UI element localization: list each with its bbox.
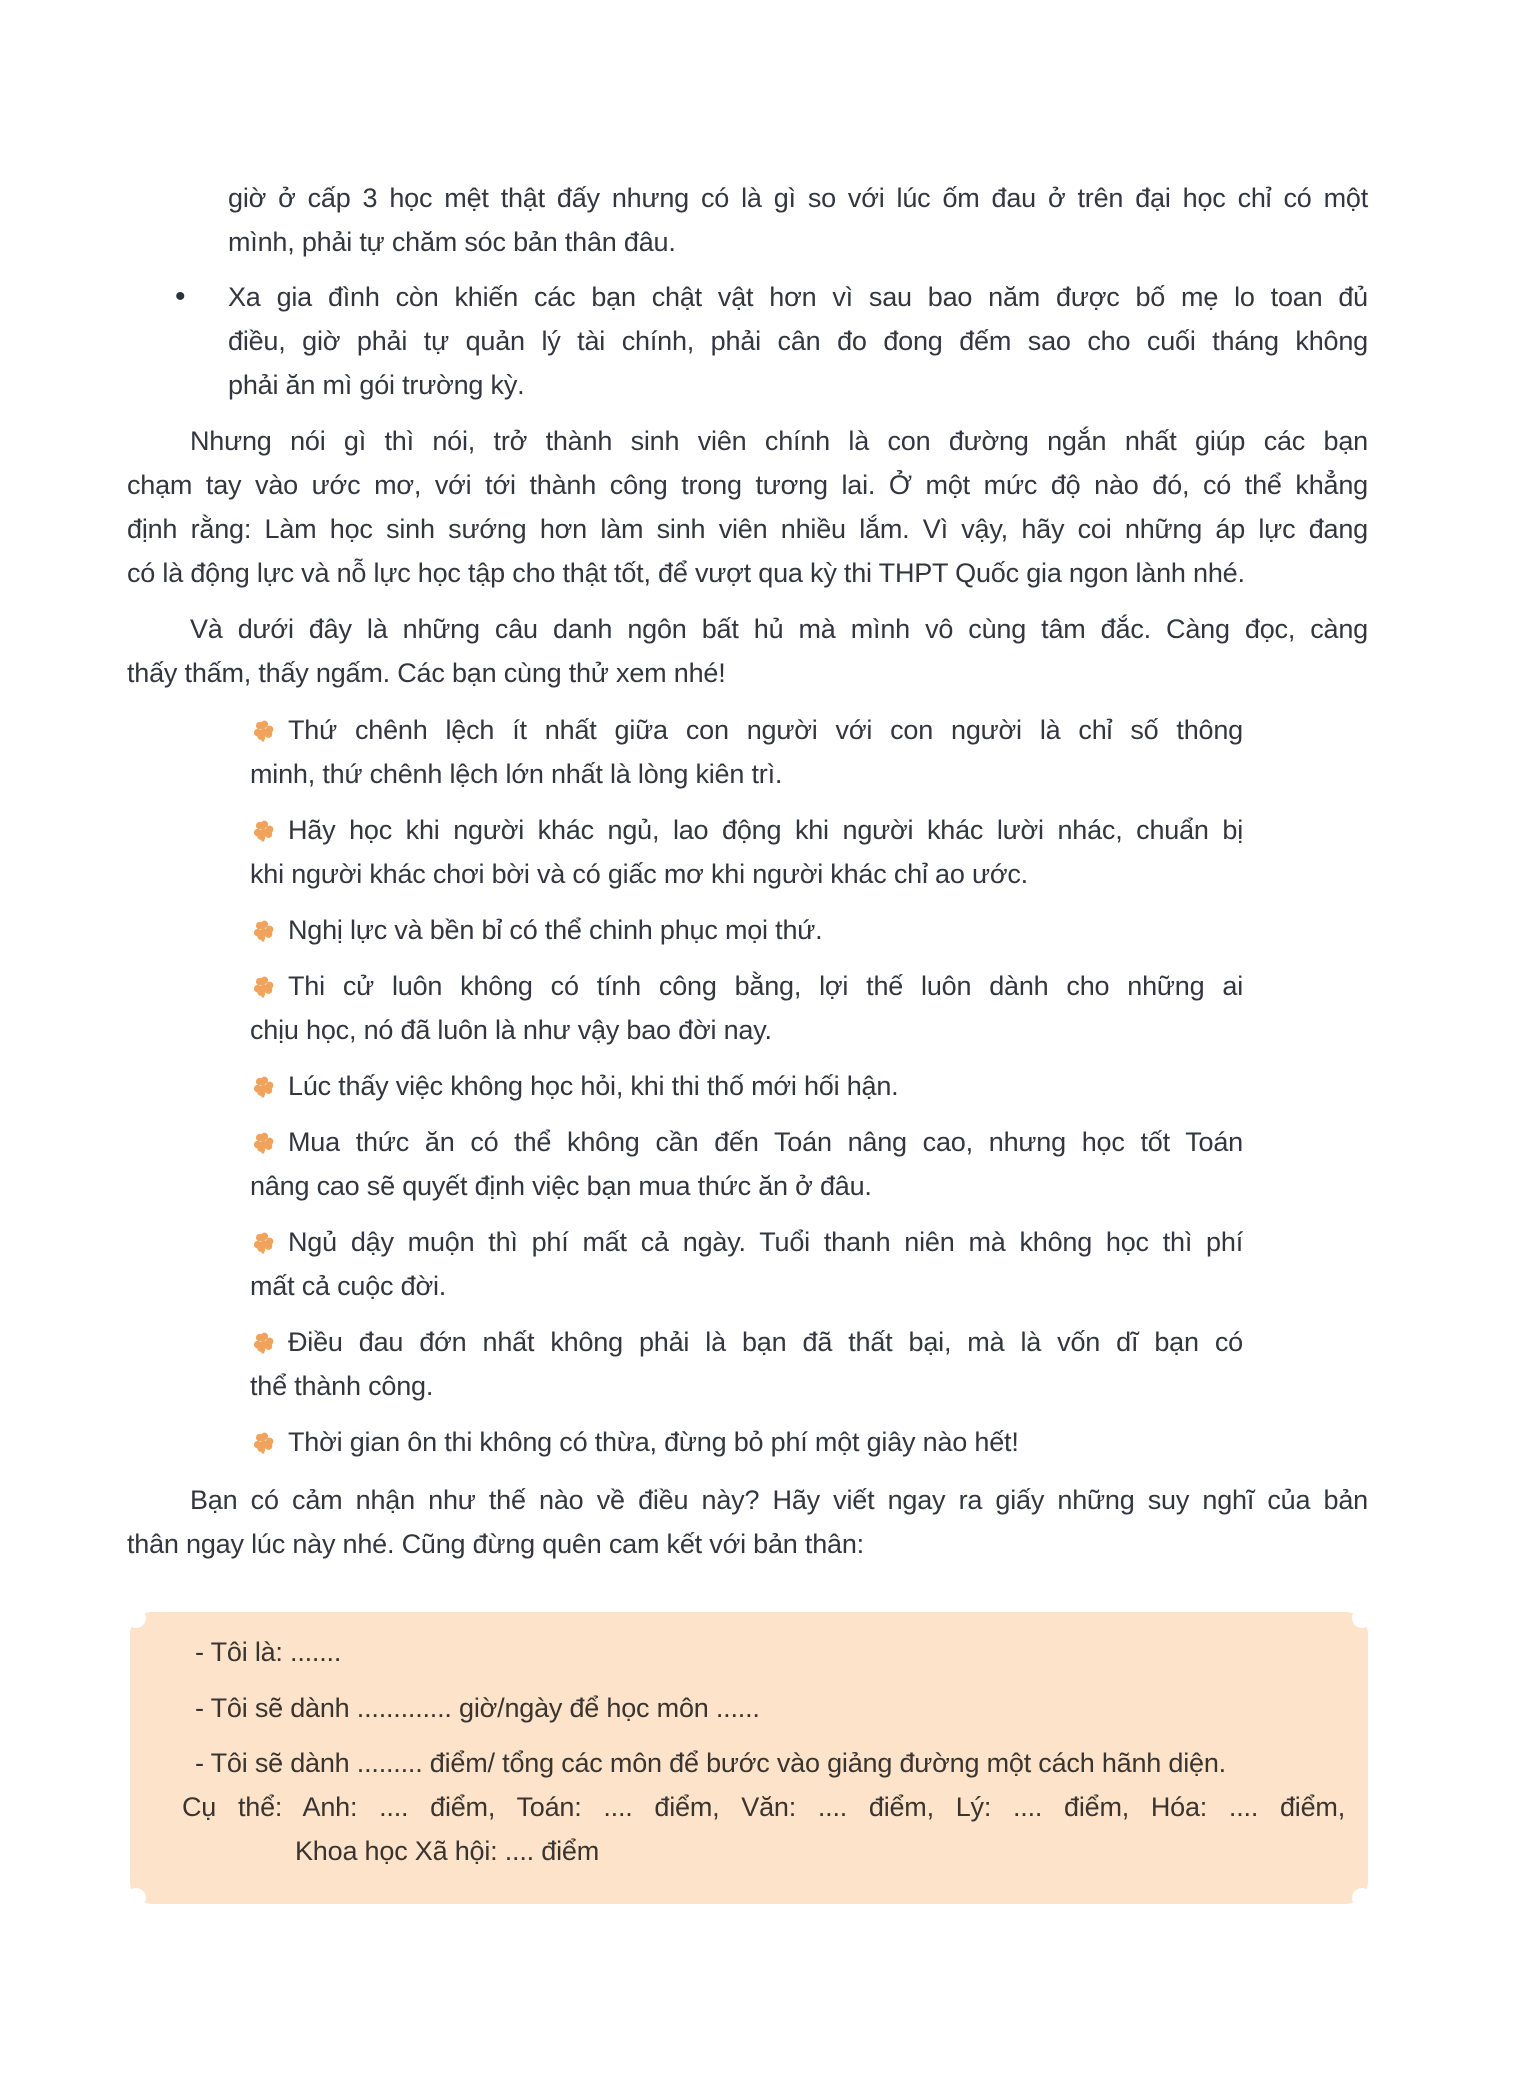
shamrock-icon: [250, 708, 277, 752]
quote-text: Mua thức ăn có thể không cần đến Toán nâng cao, nhưng học tốt Toán: [288, 1127, 1243, 1157]
box-line: - Tôi là: .......: [195, 1637, 342, 1667]
text-line: phải ăn mì gói trường kỳ.: [228, 370, 525, 400]
quote-item: [250, 1064, 1243, 1108]
shamrock-icon: [250, 1220, 277, 1264]
quote-text: Ngủ dậy muộn thì phí mất cả ngày. Tuổi thanh niên mà không học thì phí: [288, 1227, 1243, 1257]
commitment-box: [130, 1612, 1368, 1904]
quote-line: mất cả cuộc đời.: [250, 1271, 447, 1301]
quote-text: Thứ chênh lệch ít nhất giữa con người với con người là chỉ số thông: [288, 715, 1243, 745]
text-line: điều, giờ phải tự quản lý tài chính, phải cân đo đong đếm sao cho cuối tháng không: [228, 326, 1368, 356]
text-line: giờ ở cấp 3 học mệt thật đấy nhưng có là gì so với lúc ốm đau ở trên đại học chỉ có một: [228, 183, 1368, 213]
quote-item: [250, 1120, 1243, 1208]
quote-item: [250, 808, 1243, 896]
quote-text: Điều đau đớn nhất không phải là bạn đã thất bại, mà là vốn dĩ bạn có: [288, 1327, 1243, 1357]
shamrock-icon: [250, 1064, 277, 1108]
quote-item: [250, 708, 1243, 796]
quote-text: Thời gian ôn thi không có thừa, đừng bỏ phí một giây nào hết!: [288, 1427, 1019, 1457]
shamrock-icon: [250, 908, 277, 952]
quote-line: [250, 1320, 1243, 1364]
shamrock-icon: [250, 1420, 277, 1464]
paragraph: [127, 419, 1368, 595]
text-line: chạm tay vào ước mơ, với tới thành công trong tương lai. Ở một mức độ nào đó, có thể khẳng: [127, 470, 1368, 500]
paragraph: [127, 607, 1368, 695]
quote-line: [250, 1120, 1243, 1164]
bullet-item: [127, 275, 1368, 407]
text-line: định rằng: Làm học sinh sướng hơn làm sinh viên nhiều lắm. Vì vậy, hãy coi những áp lực đang: [127, 514, 1368, 544]
quote-line: nâng cao sẽ quyết định việc bạn mua thức ăn ở đâu.: [250, 1171, 872, 1201]
text-line: thân ngay lúc này nhé. Cũng đừng quên cam kết với bản thân:: [127, 1529, 864, 1559]
text-line: thấy thấm, thấy ngấm. Các bạn cùng thử xem nhé!: [127, 658, 726, 688]
quote-text: Thi cử luôn không có tính công bằng, lợi thế luôn dành cho những ai: [288, 971, 1243, 1001]
quote-line: [250, 1220, 1243, 1264]
box-line: Cụ thể: Anh: .... điểm, Toán: .... điểm, Văn: .... điểm, Lý: .... điểm, Hóa: .... điểm,: [182, 1792, 1345, 1822]
quote-item: [250, 1420, 1243, 1464]
shamrock-icon: [250, 964, 277, 1008]
box-line: - Tôi sẽ dành ......... điểm/ tổng các môn để bước vào giảng đường một cách hãnh diện.: [195, 1748, 1226, 1778]
shamrock-icon: [250, 1320, 277, 1364]
text-line: Bạn có cảm nhận như thế nào về điều này? Hãy viết ngay ra giấy những suy nghĩ của bản: [190, 1485, 1368, 1515]
quote-line: [250, 708, 1243, 752]
quote-text: Hãy học khi người khác ngủ, lao động khi người khác lười nhác, chuẩn bị: [288, 815, 1243, 845]
quote-item: [250, 908, 1243, 952]
quote-list: [250, 708, 1243, 1464]
text-line: có là động lực và nỗ lực học tập cho thật tốt, để vượt qua kỳ thi THPT Quốc gia ngon lành nhé.: [127, 558, 1245, 588]
text-line: Nhưng nói gì thì nói, trở thành sinh viên chính là con đường ngắn nhất giúp các bạn: [190, 426, 1368, 456]
text-line: mình, phải tự chăm sóc bản thân đâu.: [228, 227, 676, 257]
quote-line: thể thành công.: [250, 1371, 434, 1401]
quote-text: Nghị lực và bền bỉ có thể chinh phục mọi thứ.: [288, 915, 823, 945]
quote-item: [250, 1320, 1243, 1408]
text-line: Xa gia đình còn khiến các bạn chật vật hơn vì sau bao năm được bố mẹ lo toan đủ: [228, 282, 1368, 312]
quote-line: [250, 908, 1243, 952]
quote-line: [250, 1420, 1243, 1464]
quote-item: [250, 1220, 1243, 1308]
corner-notch: [126, 1888, 146, 1908]
bullet-dot-icon: •: [175, 280, 186, 313]
corner-notch: [1352, 1888, 1372, 1908]
quote-line: minh, thứ chênh lệch lớn nhất là lòng kiên trì.: [250, 759, 783, 789]
content-column: [127, 176, 1368, 1566]
box-line: Khoa học Xã hội: .... điểm: [295, 1836, 599, 1866]
shamrock-icon: [250, 1120, 277, 1164]
quote-line: [250, 808, 1243, 852]
quote-line: khi người khác chơi bời và có giấc mơ khi người khác chỉ ao ước.: [250, 859, 1028, 889]
quote-item: [250, 964, 1243, 1052]
quote-text: Lúc thấy việc không học hỏi, khi thi thố mới hối hận.: [288, 1071, 899, 1101]
quote-line: [250, 964, 1243, 1008]
corner-notch: [126, 1608, 146, 1628]
quote-line: chịu học, nó đã luôn là như vậy bao đời nay.: [250, 1015, 772, 1045]
shamrock-icon: [250, 808, 277, 852]
continuation-item: [127, 176, 1368, 264]
quote-line: [250, 1064, 1243, 1108]
closing-paragraph: [127, 1478, 1368, 1566]
box-line: - Tôi sẽ dành ............. giờ/ngày để học môn ......: [195, 1693, 760, 1723]
corner-notch: [1352, 1608, 1372, 1628]
text-line: Và dưới đây là những câu danh ngôn bất hủ mà mình vô cùng tâm đắc. Càng đọc, càng: [190, 614, 1368, 644]
